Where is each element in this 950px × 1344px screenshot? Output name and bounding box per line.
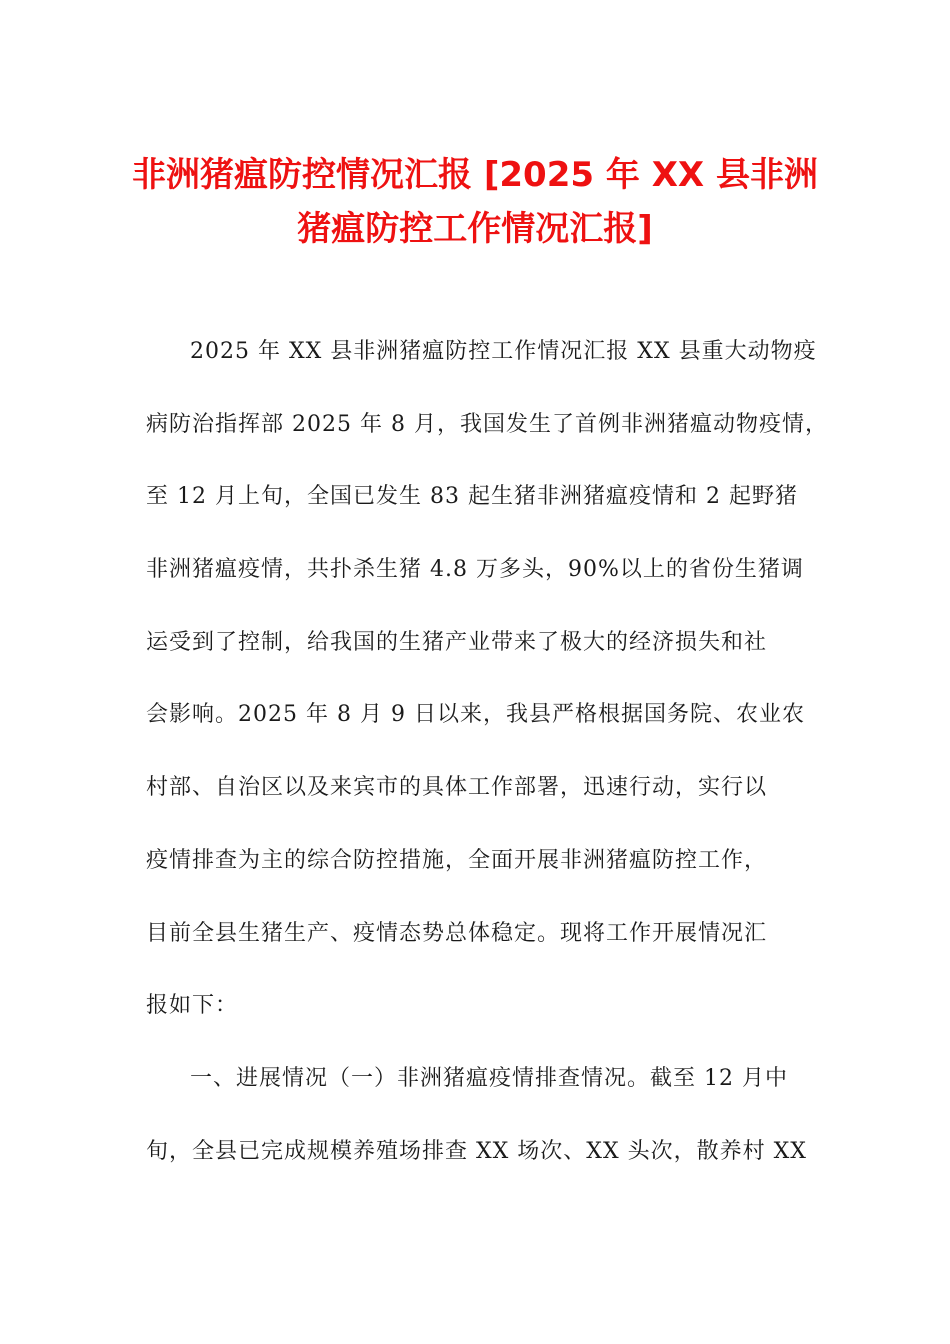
text-line: 一、进展情况（一）非洲猪瘟疫情排查情况。截至 12 月中 [190,1065,788,1091]
text-line: 运受到了控制，给我国的生猪产业带来了极大的经济损失和社 [146,629,768,655]
text-line: 病防治指挥部 2025 年 8 月，我国发生了首例非洲猪瘟动物疫情， [146,411,828,437]
title-line-1: 非洲猪瘟防控情况汇报 [2025 年 XX 县非洲 [132,155,818,195]
text-line: 会影响。2025 年 8 月 9 日以来，我县严格根据国务院、农业农 [146,702,805,728]
document-body [146,322,828,1194]
text-line: 非洲猪瘟疫情，共扑杀生猪 4.8 万多头，90%以上的省份生猪调 [146,557,804,583]
text-line: 至 12 月上旬，全国已发生 83 起生猪非洲猪瘟疫情和 2 起野猪 [146,484,798,510]
text-line: 报如下： [146,993,239,1019]
paragraph-intro [146,322,828,1049]
paragraph-progress [146,1049,816,1194]
text-line: 旬，全县已完成规模养殖场排查 XX 场次、XX 头次，散养村 XX [146,1138,807,1164]
title-line-2: 猪瘟防控工作情况汇报] [297,209,653,249]
document-title [120,148,830,256]
text-line: 疫情排查为主的综合防控措施，全面开展非洲猪瘟防控工作， [146,847,768,873]
text-line: 2025 年 XX 县非洲猪瘟防控工作情况汇报 XX 县重大动物疫 [190,339,817,364]
text-line: 目前全县生猪生产、疫情态势总体稳定。现将工作开展情况汇 [146,920,768,946]
text-line: 村部、自治区以及来宾市的具体工作部署，迅速行动，实行以 [146,775,768,801]
